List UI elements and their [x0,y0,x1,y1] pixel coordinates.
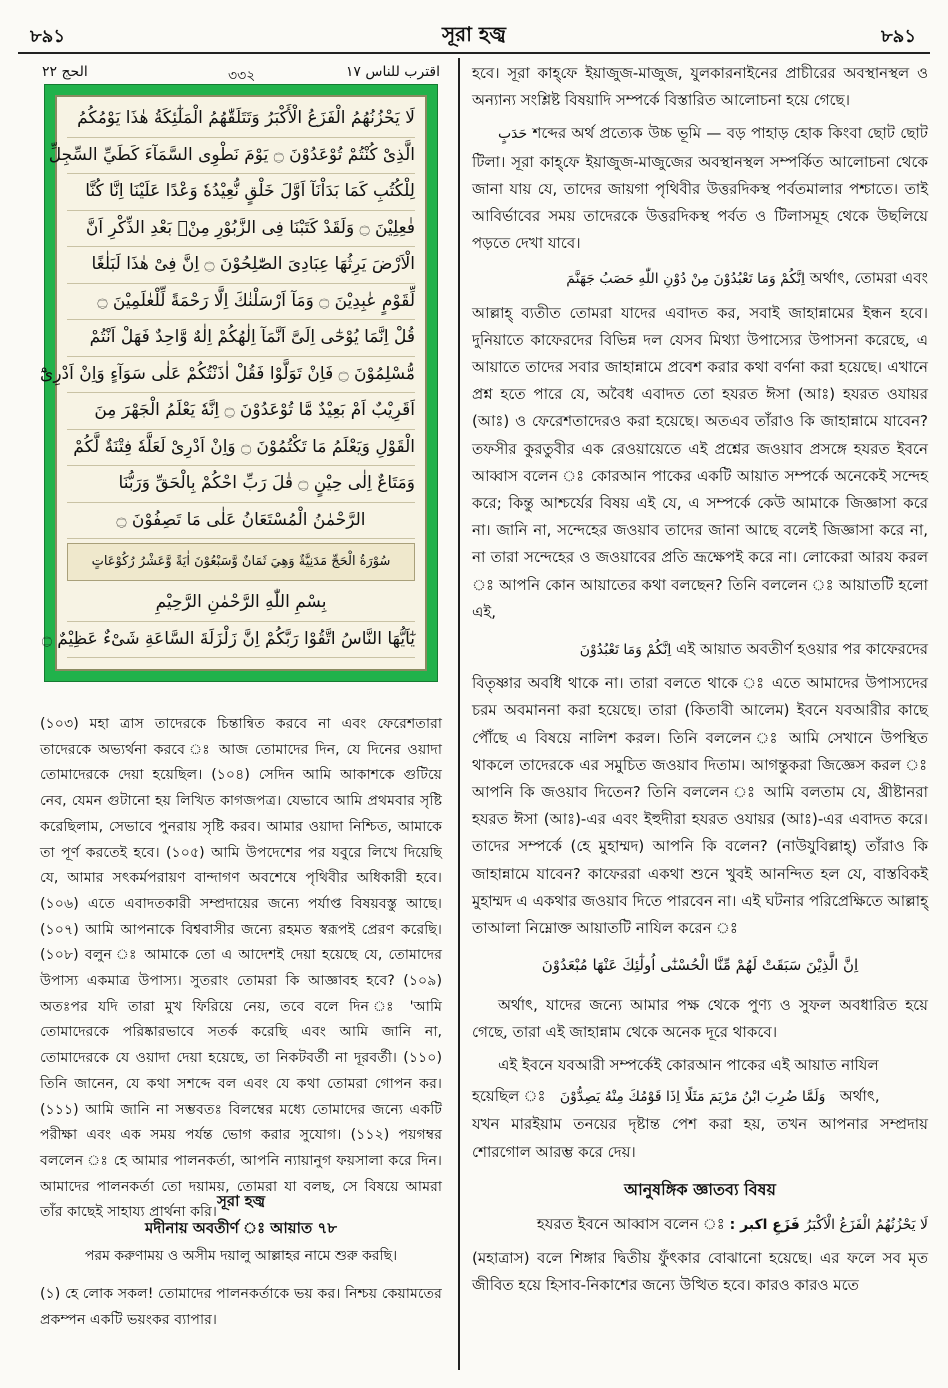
commentary-paragraph [472,120,928,257]
page-number-left: ৮৯১ [30,26,66,47]
quran-line: فٰعِلِيْنَ ۝ وَلَقَدْ كَتَبْنَا فِى الزَّبُوْرِ مِنْۢ بَعْدِ الذِّكْرِ اَنَّ [67,211,415,248]
quran-line: وَمَتَاعٌ اِلٰى حِيْنٍ ۝ قٰلَ رَبِّ احْكُمْ بِالْحَقِّ وَرَبُّنَا [67,466,415,503]
commentary-paragraph: আল্লাহ্‌ ব্যতীত তোমরা যাদের এবাদত কর, সবাই জাহান্নামের ইন্ধন হবে। দুনিয়াতে কাফেরদের বিভিন্ন দল যেসব মিথ্যা উপাস্যের উপাসনা করেছে, এ আয়াতে তাদের সবার জাহান্নামে প্রবেশ করার কথা বর্ণনা করা হয়েছে। এখানে প্রশ্ন হতে পারে যে, অবৈধ এবাদত তো হযরত ঈসা (আঃ) হযরত ওযায়র (আঃ) ও ফেরেশতাদেরও করা হয়েছে। অতএব তাঁরাও কি জাহান্নামে যাবেন? তফসীর কুরতুবীর এক রেওয়ায়েতে এই প্রশ্নের জওয়াব প্রসঙ্গে হযরত ইবনে আব্বাস বলেন ঃ কোরআন পাকের একটি আয়াত সম্পর্কে অনেকেই সন্দেহ করে; কিন্তু আশ্চর্যের বিষয় এই যে, এ সম্পর্কে কেউ আমাকে জিজ্ঞাসা করে না। জানি না, সন্দেহের জওয়াব তাদের জানা আছে বলেই জিজ্ঞাসা করে না, না তারা সন্দেহের ও জওয়াবের প্রতি ভ্রূক্ষেপই করে না। লোকেরা আরয করল ঃ আপনি কোন আয়াতের কথা বলছেন? তিনি বললেন ঃ আয়াতটি হলো এই, [472,303,928,621]
arabic-verse: اِنَّكُمْ وَمَا تَعْبُدُوْنَ [579,642,672,659]
commentary-paragraph [472,1211,928,1239]
arabic-term: حَدَبٍ [498,126,528,143]
arabic-term: فَزَعِ اكبر : [729,1216,800,1233]
quran-line: مُّسْلِمُوْنَ ۝ فَاِنْ تَوَلَّوْا فَقُلْ اٰذَنْتُكُمْ عَلٰى سَوَآءٍ وَاِنْ اَدْرِىْٓ [67,357,415,394]
commentary-paragraph: এই ইবনে যবআরী সম্পর্কেই কোরআন পাকের এই আয়াত নাযিল [498,1055,879,1074]
quran-line: يٰٓاَيُّهَا النَّاسُ اتَّقُوْا رَبَّكُمْ اِنَّ زَلْزَلَةَ السَّاعَةِ شَىْءٌ عَظِيْمٌ ۝ [67,622,415,659]
quran-page-header [28,58,448,84]
translation-text-2 [40,1268,442,1348]
arabic-verse: وَلَمَّا ضُرِبَ ابْنُ مَرْيَمَ مَثَلًا اِذَا قَوْمُكَ مِنْهُ يَصِدُّوْنَ [559,1089,826,1106]
column-divider [458,58,460,1370]
surah-revelation-info: মদীনায় অবতীর্ণ ঃ আয়াত ৭৮ [145,1219,337,1237]
quran-line: الَّذِىْ كُنْتُمْ تُوْعَدُوْنَ ۝ يَوْمَ نَطْوِى السَّمَآءَ كَطَيِّ السِّجِلِّ [67,138,415,175]
commentary-paragraph: অর্থাৎ, যাদের জন্যে আমার পক্ষ থেকে পুণ্য ও সুফল অবধারিত হয়ে গেছে, তারা এই জাহান্নাম থেকে অনেক দূরে থাকবে। [472,995,928,1041]
arabic-verse: اِنَّ الَّذِيْنَ سَبَقَتْ لَهُمْ مِّنَّا الْحُسْنٰٓى اُولٰٓئِكَ عَنْهَا مُبْعَدُوْنَ [541,956,859,975]
bismillah-arabic: بِسْمِ اللّٰهِ الرَّحْمٰنِ الرَّحِيْمِ [67,585,415,622]
commentary-text: অর্থাৎ, [839,1087,880,1106]
commentary-paragraph: (মহাত্রাস) বলে শিঙ্গার দ্বিতীয় ফুঁৎকার বোঝানো হয়েছে। এর ফলে সব মৃত জীবিত হয়ে হিসাব-নিকাশের জন্যে উত্থিত হবে। কারও কারও মতে [472,1249,928,1295]
header-rule [18,52,930,54]
commentary-paragraph: বিতৃষ্ণার অবধি থাকে না। তারা বলতে থাকে ঃ এতে আমাদের উপাস্যদের চরম অবমাননা করা হয়েছে। তারা (কিতাবী আলেম) ইবনে যবআরীর কাছে পৌঁছে এ বিষয়ে নালিশ করল। তিনি বললেন ঃ আমি সেখানে উপস্থিত থাকলে তাদেরকে এর সমুচিত জওয়াব দিতাম। আগন্তুকরা জিজ্ঞেস করল ঃ আপনি কি জওয়াব দিতেন? তিনি বললেন ঃ আমি বলতাম যে, খ্রীষ্টানরা হযরত ঈসা (আঃ)-এর এবং ইহুদীরা হযরত ওযায়র (আঃ)-এর এবাদত করে। তাদের সম্পর্কে (হে মুহাম্মদ) আপনি কি বলেন? (নাউযুবিল্লাহ্‌) তাঁরাও কি জাহান্নামে যাবেন? কাফেররা একথা শুনে খুবই আনন্দিত হল যে, বাস্তবিকই মুহাম্মদ এ একথার জওয়াব দিতে পারবেন না। এই ঘটনার পরিপ্রেক্ষিতে আল্লাহ্‌ তাআলা নিম্নোক্ত আয়াতটি নাযিল করেন ঃ [472,674,928,938]
translation-paragraph: (১০৩) মহা ত্রাস তাদেরকে চিন্তান্বিত করবে না এবং ফেরেশতারা তাদেরকে অভ্যর্থনা করবে ঃ আজ তোমাদের দিন, যে দিনের ওয়াদা তোমাদেরকে দেয়া হয়েছিল। (১০৪) সেদিন আমি আকাশকে গুটিয়ে নেব, যেমন গুটানো হয় লিখিত কাগজপত্র। যেভাবে আমি প্রথমবার সৃষ্টি করেছিলাম, সেভাবে পুনরায় সৃষ্টি করব। আমার ওয়াদা নিশ্চিত, আমাকে তা পূর্ণ করতেই হবে। (১০৫) আমি উপদেশের পর যবুরে লিখে দিয়েছি যে, আমার সৎকর্মপরায়ণ বান্দাগণ অবশেষে পৃথিবীর অধিকারী হবে। (১০৬) এতে এবাদতকারী সম্প্রদায়ের জন্যে পর্যাপ্ত বিষয়বস্তু আছে। (১০৭) আমি আপনাকে বিশ্ববাসীর জন্যে রহমত স্বরূপই প্রেরণ করেছি। (১০৮) বলুন ঃ আমাকে তো এ আদেশই দেয়া হয়েছে যে, তোমাদের উপাস্য একমাত্র উপাস্য। সুতরাং তোমরা কি আজ্ঞাবহ হবে? (১০৯) অতঃপর যদি তারা মুখ ফিরিয়ে নেয়, তবে বলে দিন ঃ 'আমি তোমাদেরকে পরিষ্কারভাবে সতর্ক করেছি এবং আমি জানি না, তোমাদেরকে যে ওয়াদা দেয়া হয়েছে, তা নিকটবর্তী না দূরবর্তী। (১১০) তিনি জানেন, যে কথা সশব্দে বল এবং যে কথা তোমরা গোপন কর। (১১১) আমি জানি না সম্ভবতঃ বিলম্বের মধ্যে তোমাদের জন্যে একটি পরীক্ষা এবং এক সময় পর্যন্ত ভোগ করার সুযোগ। (১১২) পয়গম্বর বললেন ঃ হে আমার পালনকর্তা, আপনি ন্যায়ানুগ ফয়সালা করে দিন। আমাদের পালনকর্তা তো দয়াময়, তোমরা যা বলছ, সে বিষয়ে আমরা তাঁর কাছেই সাহায্য প্রার্থনা করি। [40,716,442,1221]
commentary-text: শব্দের অর্থ প্রত্যেক উচ্চ ভূমি — বড় পাহাড় হোক কিংবা ছোট ছোট টিলা। সূরা কাহ্‌ফে ইয়াজুজ-মাজুজের অবস্থানস্থল সম্পর্কিত আলোচনা থেকে জানা যায় যে, তাদের জায়গা পৃথিবীর উত্তরদিকস্থ পর্বতমালার পশ্চাতে। তাই আবির্ভাবের সময় তাদেরকে উত্তরদিকস্থ পর্বত ও টিলাসমূহ থেকে উছলিয়ে পড়তে দেখা যাবে। [472,124,928,253]
page-header [18,18,930,50]
translation-text [40,712,442,1226]
surah-intro [40,1190,442,1268]
commentary-paragraph [472,265,928,293]
quran-surah-label: الحج ٢٢ [42,64,88,80]
arabic-verse: لَا يَحْزُنُهُمُ الْفَزَعُ الْاَكْبَرُ [804,1216,928,1233]
translation-paragraph: (১) হে লোক সকল! তোমাদের পালনকর্তাকে ভয় কর। নিশ্চয় কেয়ামতের প্রকম্পন একটি ভয়ংকর ব্যাপার। [40,1286,442,1328]
commentary-paragraph [472,636,928,664]
quran-text-frame [40,84,438,682]
page-number-right: ৮৯১ [880,26,916,47]
commentary-paragraph: হবে। সূরা কাহ্‌ফে ইয়াজুজ-মাজুজ, যুলকারনাইনের প্রাচীরের অবস্থানস্থল ও অন্যান্য সংশ্লিষ্ট বিষয়াদি সম্পর্কে বিস্তারিত আলোচনা হয়ে গেছে। [472,64,928,110]
quran-line: الْقَوْلِ وَيَعْلَمُ مَا تَكْتُمُوْنَ ۝ وَاِنْ اَدْرِىْ لَعَلَّهٗ فِتْنَةٌ لَّكُمْ [67,430,415,467]
bismillah-translation: পরম করুণাময় ও অসীম দয়ালু আল্লাহর নামে শুরু করছি। [84,1248,398,1264]
commentary-text: হযরত ইবনে আব্বাস বলেন ঃ [536,1214,725,1233]
quran-juz-label: اقترب للناس ١٧ [345,64,440,80]
section-heading: আনুষঙ্গিক জ্ঞাতব্য বিষয় [624,1179,776,1199]
commentary-text: এই আয়াত অবতীর্ণ হওয়ার পর কাফেরদের [676,640,928,659]
surah-banner: سُوْرَةُ الْحَجِّ مَدَنِيَّةٌ وَهِيَ ثَمَانٌ وَّسَبْعُوْنَ اٰيَةً وَّعَشْرُ رُكُوْعَاتٍ [67,543,415,581]
quran-line: الرَّحْمٰنُ الْمُسْتَعَانُ عَلٰى مَا تَصِفُوْنَ ۝ [67,503,415,540]
commentary-text: হয়েছিল ঃ [472,1087,546,1106]
quran-line: لِلْكُتُبِ كَمَا بَدَاْنَآ اَوَّلَ خَلْقٍ نُّعِيْدُهٗ وَعْدًا عَلَيْنَا اِنَّا كُنَّا [67,174,415,211]
quran-line: لِّقَوْمٍ عٰبِدِيْنَ ۝ وَمَآ اَرْسَلْنٰكَ اِلَّا رَحْمَةً لِّلْعٰلَمِيْنَ ۝ [67,284,415,321]
quran-line: قُلْ اِنَّمَا يُوْحٰٓى اِلَىَّ اَنَّمَآ اِلٰهُكُمْ اِلٰهٌ وَّاحِدٌ فَهَلْ اَنْتُمْ [67,320,415,357]
quran-page-number: ৩৩২ [228,68,256,84]
commentary-paragraph: যখন মারইয়াম তনয়ের দৃষ্টান্ত পেশ করা হয়, তখন আপনার সম্প্রদায় শোরগোল আরম্ভ করে দেয়। [472,1115,928,1161]
commentary-paragraph [472,1083,928,1111]
commentary-text: অর্থাৎ, তোমরা এবং [809,269,928,288]
arabic-verse: اِنَّكُمْ وَمَا تَعْبُدُوْنَ مِنْ دُوْنِ اللّٰهِ حَصَبُ جَهَنَّمَ [566,271,805,288]
left-column [28,58,448,84]
running-title: সূরা হজ্ব [441,22,507,46]
quran-text-panel [40,95,427,671]
quran-line: اَقَرِيْبٌ اَمْ بَعِيْدٌ مَّا تُوْعَدُوْنَ ۝ اِنَّهٗ يَعْلَمُ الْجَهْرَ مِنَ [67,393,415,430]
right-column [472,60,928,1300]
quran-line: الْاَرْضَ يَرِثُهَا عِبَادِىَ الصّٰلِحُوْنَ ۝ اِنَّ فِىْ هٰذَا لَبَلٰغًا [67,247,415,284]
quran-line: لَا يَحْزُنُهُمُ الْفَزَعُ الْأَكْبَرُ وَتَتَلَقّٰهُمُ الْمَلٰٓئِكَةُ هٰذَا يَوْمُكُمُ [67,101,415,138]
surah-name: সূরা হজ্ব [216,1192,266,1210]
